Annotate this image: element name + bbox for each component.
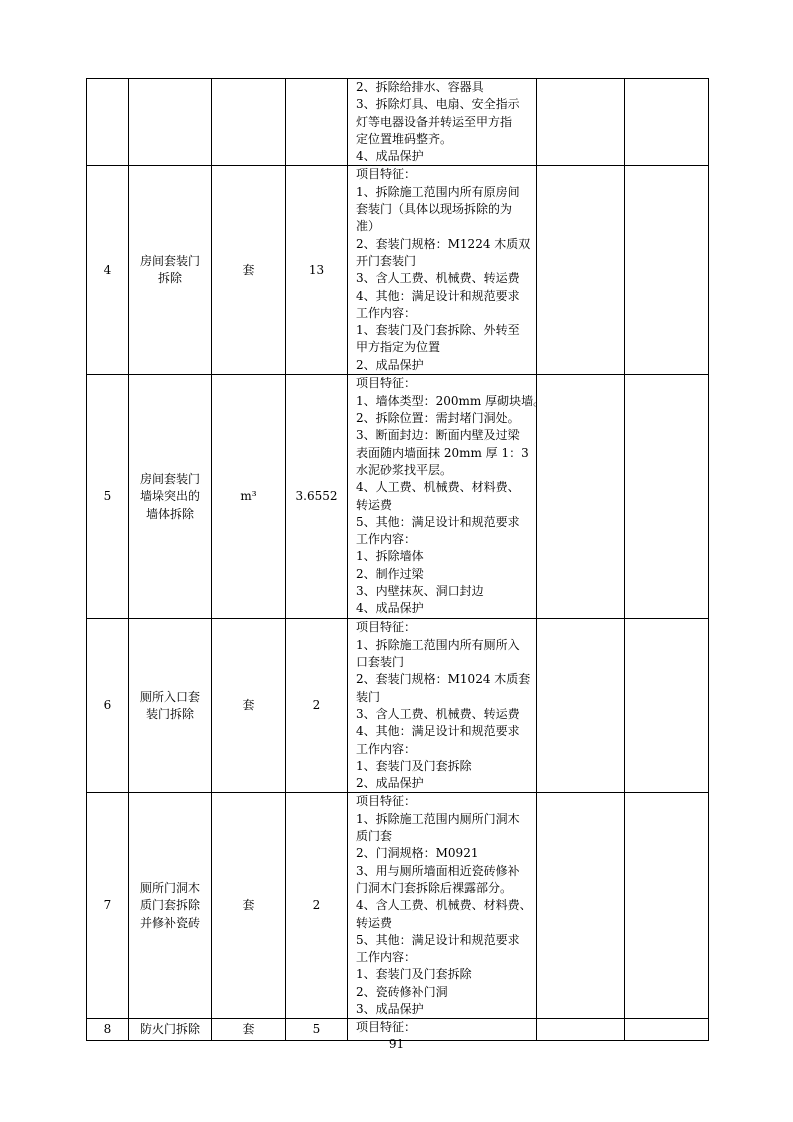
description-line: 1、拆除施工范围内所有原房间 [356,184,520,199]
item-name-line: 并修补瓷砖 [139,915,200,930]
description-line: 门洞木门套拆除后裸露部分。 [356,880,513,895]
description-line: 3、含人工费、机械费、转运费 [356,706,520,721]
item-name-cell [129,793,212,1019]
empty-cell [625,793,709,1019]
description-line: 装门 [356,689,381,704]
description-line: 2、拆除给排水、容器具 [356,80,484,94]
description-line: 定位置堆码整齐。 [356,131,453,146]
quantity-cell: 2 [286,619,348,793]
description-line: 1、套装门及门套拆除 [356,758,472,773]
page-number: 91 [388,1037,405,1051]
description-line: 4、其他：满足设计和规范要求 [356,724,520,739]
empty-cell [625,375,709,619]
quantity-cell: 5 [286,1019,348,1041]
empty-cell [537,166,625,375]
item-number-cell: 8 [87,1019,129,1041]
description-line: 质门套 [356,829,393,844]
description-line: 2、成品保护 [356,776,424,791]
description-cell [348,79,537,166]
description-line: 2、制作过梁 [356,566,424,581]
item-name-line: 墙体拆除 [145,506,194,521]
description-line: 工作内容： [356,305,417,320]
item-number-cell: 4 [87,166,129,375]
item-name-line: 装门拆除 [145,706,194,721]
description-line: 1、拆除墙体 [356,549,424,564]
description-line: 4、人工费、机械费、材料费、 [356,480,520,495]
description-line: 1、拆除施工范围内厕所门洞木 [356,811,520,826]
description-line: 2、拆除位置：需封堵门洞处。 [356,411,520,426]
item-number-cell: 5 [87,375,129,619]
description-line: 4、成品保护 [356,601,424,616]
description-line: 转运费 [356,497,393,512]
item-name-line: 墙垛突出的 [139,489,200,504]
unit-cell: 套 [212,619,286,793]
empty-cell [537,793,625,1019]
description-line: 2、套装门规格：M1224 木质双 [356,236,531,251]
quantity-cell: 13 [286,166,348,375]
item-name-line: 房间套装门 [139,254,200,269]
description-line: 工作内容： [356,950,417,965]
description-cell [348,793,537,1019]
item-number-cell: 6 [87,619,129,793]
description-cell [348,166,537,375]
description-cell [348,375,546,619]
unit-cell: m³ [212,375,286,619]
description-line: 2、成品保护 [356,357,424,372]
table-row [87,619,709,793]
description-line: 3、含人工费、机械费、转运费 [356,271,520,286]
description-line: 3、内壁抹灰、洞口封边 [356,584,484,599]
unit-cell [212,79,286,166]
empty-cell [625,79,709,166]
description-line: 口套装门 [356,655,405,670]
description-cell [348,619,537,793]
description-line: 3、拆除灯具、电扇、安全指示 [356,97,520,112]
item-number-cell: 7 [87,793,129,1019]
table-row [87,793,709,1019]
item-name-line: 拆除 [157,271,182,286]
description-line: 1、拆除施工范围内所有厕所入 [356,637,520,652]
description-line: 3、成品保护 [356,1002,424,1017]
item-name-line: 房间套装门 [139,472,200,487]
description-line: 工作内容： [356,532,417,547]
item-name-cell [129,619,212,793]
empty-cell [537,79,625,166]
description-line: 5、其他：满足设计和规范要求 [356,932,520,947]
unit-cell: 套 [212,793,286,1019]
empty-cell [625,619,709,793]
description-line: 开门套装门 [356,253,417,268]
empty-cell [625,166,709,375]
description-line: 2、门洞规格：M0921 [356,846,479,861]
table-row [87,166,709,375]
description-line: 项目特征： [356,376,417,391]
description-line: 4、成品保护 [356,149,424,164]
unit-cell: 套 [212,1019,286,1041]
quantity-cell: 2 [286,793,348,1019]
description-line: 1、墙体类型：200mm 厚砌块墙。 [356,393,546,408]
item-name-cell [129,166,212,375]
description-line: 工作内容： [356,741,417,756]
item-name-cell [129,375,212,619]
description-line: 项目特征： [356,1020,417,1035]
description-line: 水泥砂浆找平层。 [356,462,453,477]
description-line: 转运费 [356,915,393,930]
item-number-cell [87,79,129,166]
description-line: 灯等电器设备并转运至甲方指 [356,114,513,129]
description-line: 项目特征： [356,620,417,635]
unit-cell: 套 [212,166,286,375]
description-line: 表面随内墙面抹 20mm 厚 1：3 [356,445,529,460]
description-line: 3、断面封边：断面内壁及过梁 [356,428,520,443]
description-line: 2、套装门规格：M1024 木质套 [356,672,531,687]
item-name-line: 防火门拆除 [139,1022,200,1037]
description-line: 套装门（具体以现场拆除的为 [356,202,513,217]
description-line: 项目特征： [356,794,417,809]
description-line: 4、其他：满足设计和规范要求 [356,288,520,303]
quantity-cell: 3.6552 [286,375,348,619]
description-line: 项目特征： [356,167,417,182]
quantity-cell [286,79,348,166]
item-name-line: 厕所门洞木 [139,881,200,895]
table-row [87,79,709,166]
item-name-cell [129,79,212,166]
bill-of-quantities-table [86,78,709,1041]
description-line: 2、瓷砖修补门洞 [356,984,448,999]
description-line: 甲方指定为位置 [356,340,441,355]
description-line: 4、含人工费、机械费、材料费、 [356,898,532,913]
description-line: 1、套装门及门套拆除 [356,967,472,982]
description-line: 准） [356,219,381,234]
item-name-line: 厕所入口套 [139,689,200,704]
empty-cell [537,375,625,619]
description-line: 3、用与厕所墙面相近瓷砖修补 [356,863,520,878]
empty-cell [537,619,625,793]
item-name-line: 质门套拆除 [139,898,200,913]
description-line: 5、其他：满足设计和规范要求 [356,514,520,529]
description-line: 1、套装门及门套拆除、外转至 [356,323,520,338]
table-body [87,79,709,1041]
table-row [87,375,709,619]
